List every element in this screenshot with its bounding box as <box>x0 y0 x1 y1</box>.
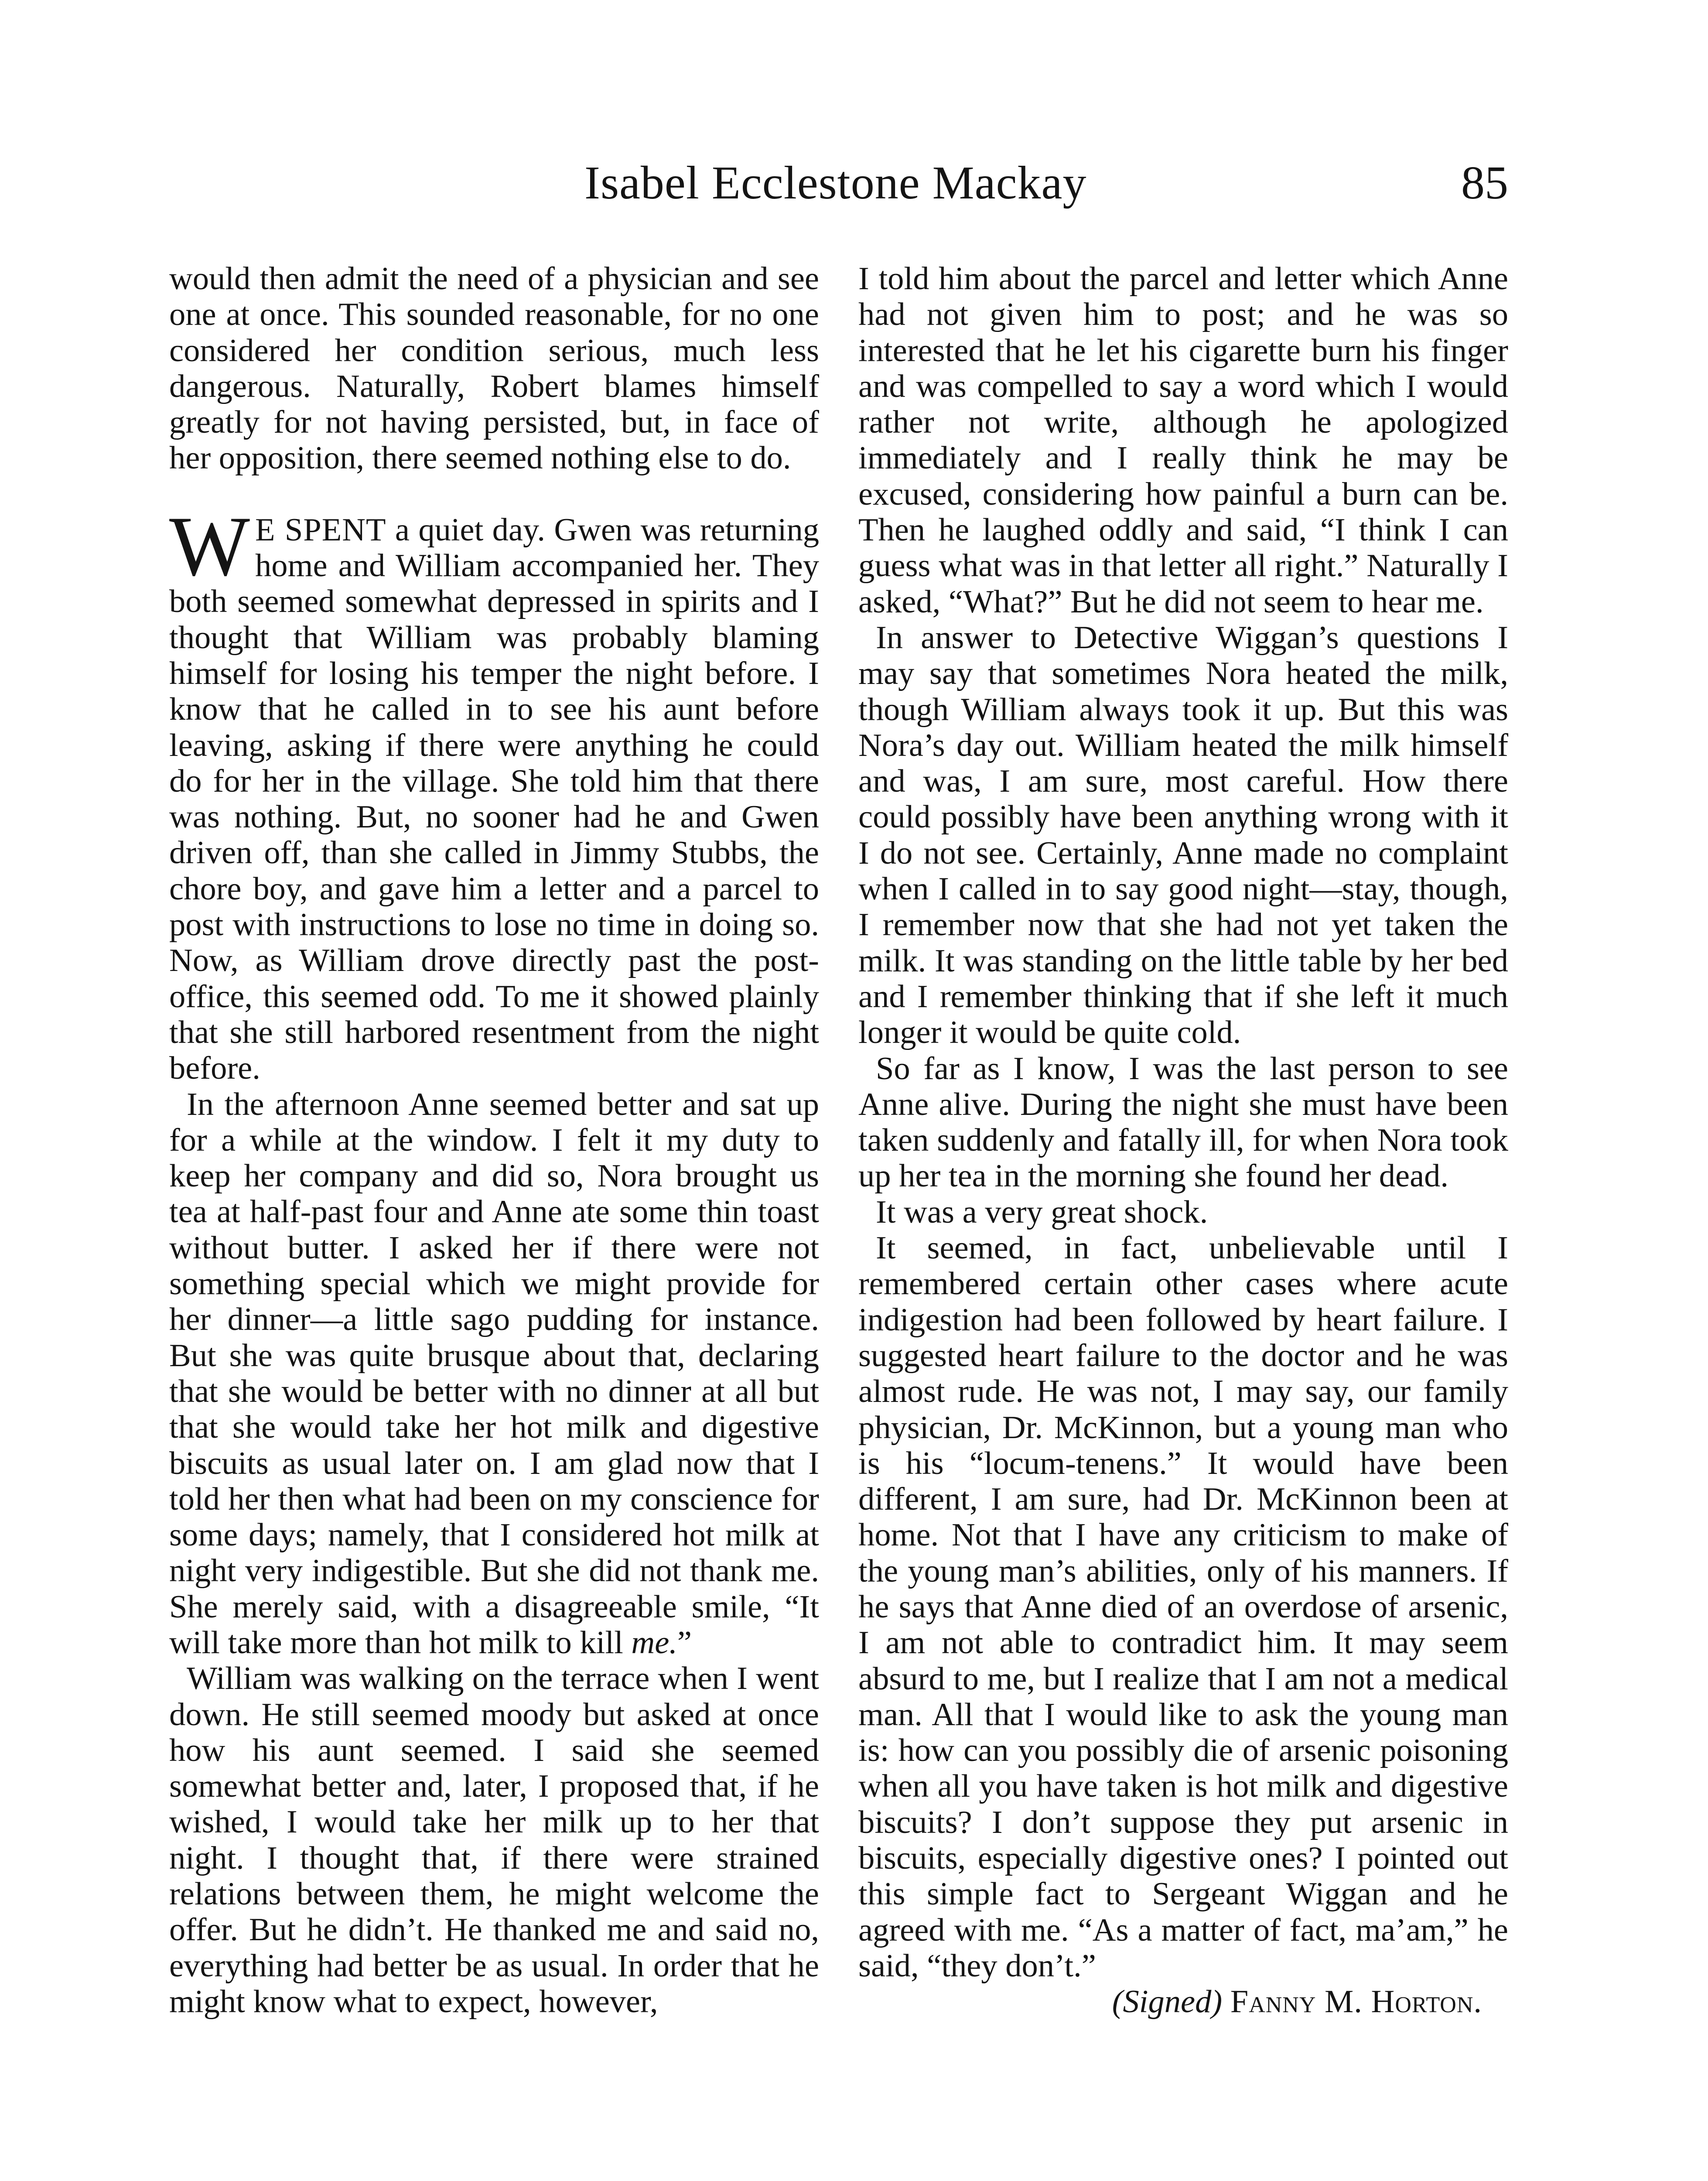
opening-caps: E SPENT <box>255 512 386 548</box>
paragraph: It seemed, in fact, unbelievable until I remembered certain other cases where acute indigestion had been followed by heart failure. I suggested heart failure to the doctor and he was almost rude. He was not, I may say, our family physician, Dr. McKinnon, but a young man who is his “locum-tenens.” It would have been different, I am sure, had Dr. McKinnon been at home. Not that I have any criticism to make of the young man’s abilities, only of his manners. If he says that Anne died of an overdose of arsenic, I am not able to contradict him. It may seem absurd to me, but I realize that I am not a medical man. All that I would like to ask the young man is: how can you possibly die of arsenic poisoning when all you have taken is hot milk and digestive biscuits? I don’t suppose they put arsenic in biscuits, especially digestive ones? I pointed out this simple fact to Sergeant Wiggan and he agreed with me. “As a matter of fact, ma’am,” he said, “they don’t.” <box>858 1230 1508 1984</box>
signed-label: (Signed) <box>1112 1984 1223 2020</box>
paragraph-text: In the afternoon Anne seemed better and sat up for a while at the window. I felt it my duty to keep her company and did so, Nora brought us tea at half-past four and Anne ate some thin toast without butter. I asked her if there were not something special which we might provide for her dinner—a little sago pudding for instance. But she was quite brusque about that, declaring that she would be better with no dinner at all but that she would take her hot milk and digestive biscuits as usual later on. I am glad now that I told her then what had been on my conscience for some days; namely, that I considered hot milk at night very indigestible. But she did not thank me. She merely said, with a disagreeable smile, “It will take more than hot milk to kill <box>169 1086 819 1661</box>
section-opening-paragraph <box>169 499 819 1087</box>
page-number: 85 <box>1461 157 1508 209</box>
paragraph: It was a very great shock. <box>876 1194 1208 1230</box>
paragraph: William was walking on the terrace when I went down. He still seemed moody but asked at once how his aunt seemed. I said she seemed somewhat better and, later, I proposed that, if he wished, I would take her milk up to her that night. I thought that, if there were strained relations between them, he might welcome the offer. But he didn’t. He thanked me and said no, everything had better be as usual. In order that he might know what to expect, however, <box>169 1661 819 2020</box>
paragraph: In answer to Detective Wiggan’s questions I may say that sometimes Nora heated the milk, though William always took it up. But this was Nora’s day out. William heated the milk himself and was, I am sure, most careful. How there could possibly have been anything wrong with it I do not see. Certainly, Anne made no complaint when I called in to say good night—stay, though, I remember now that she had not yet taken the milk. It was standing on the little table by her bed and I remember thinking that if she left it much longer it would be quite cold. <box>858 619 1508 1051</box>
left-column <box>169 261 819 2020</box>
paragraph-continuation: I told him about the parcel and letter which Anne had not given him to post; and he was so interested that he let his cigarette burn his finger and was compelled to say a word which I would rather not write, although he apologized immediately and I really think he may be excused, considering how painful a burn can be. Then he laughed oddly and said, “I think I can guess what was in that letter all right.” Naturally I asked, “What?” But he did not seem to hear me. <box>858 261 1508 620</box>
page-header <box>0 150 1708 220</box>
signature-line <box>858 1984 1508 2020</box>
emphasis-text: me. <box>631 1624 677 1661</box>
closing-quote: ” <box>677 1624 692 1661</box>
signature-name: Fanny M. Horton. <box>1230 1984 1482 2020</box>
paragraph-continuation: would then admit the need of a physician and see one at once. This sounded reasonable, for no one considered her condition serious, much less dangerous. Naturally, Robert blames himself greatly for not having persisted, but, in face of her opposition, there seemed nothing else to do. <box>169 261 819 476</box>
paragraph: So far as I know, I was the last person to see Anne alive. During the night she must have been taken suddenly and fatally ill, for when Nora took up her tea in the morning she found her dead. <box>858 1050 1508 1194</box>
paragraph-text: a quiet day. Gwen was returning home and William accompanied her. They both seemed somewhat depressed in spirits and I thought that William was probably blaming himself for losing his temper the night before. I know that he called in to see his aunt before leaving, asking if there were anything he could do for her in the village. She told him that there was nothing. But, no sooner had he and Gwen driven off, than she called in Jimmy Stubbs, the chore boy, and gave him a letter and a parcel to post with instructions to lose no time in doing so. Now, as William drove directly past the post-office, this seemed odd. To me it showed plainly that she still harbored resentment from the night before. <box>169 512 819 1087</box>
paragraph <box>169 1087 819 1661</box>
right-column <box>858 261 1508 2020</box>
drop-cap: W <box>169 499 250 594</box>
running-title: Isabel Ecclestone Mackay <box>584 157 1087 209</box>
